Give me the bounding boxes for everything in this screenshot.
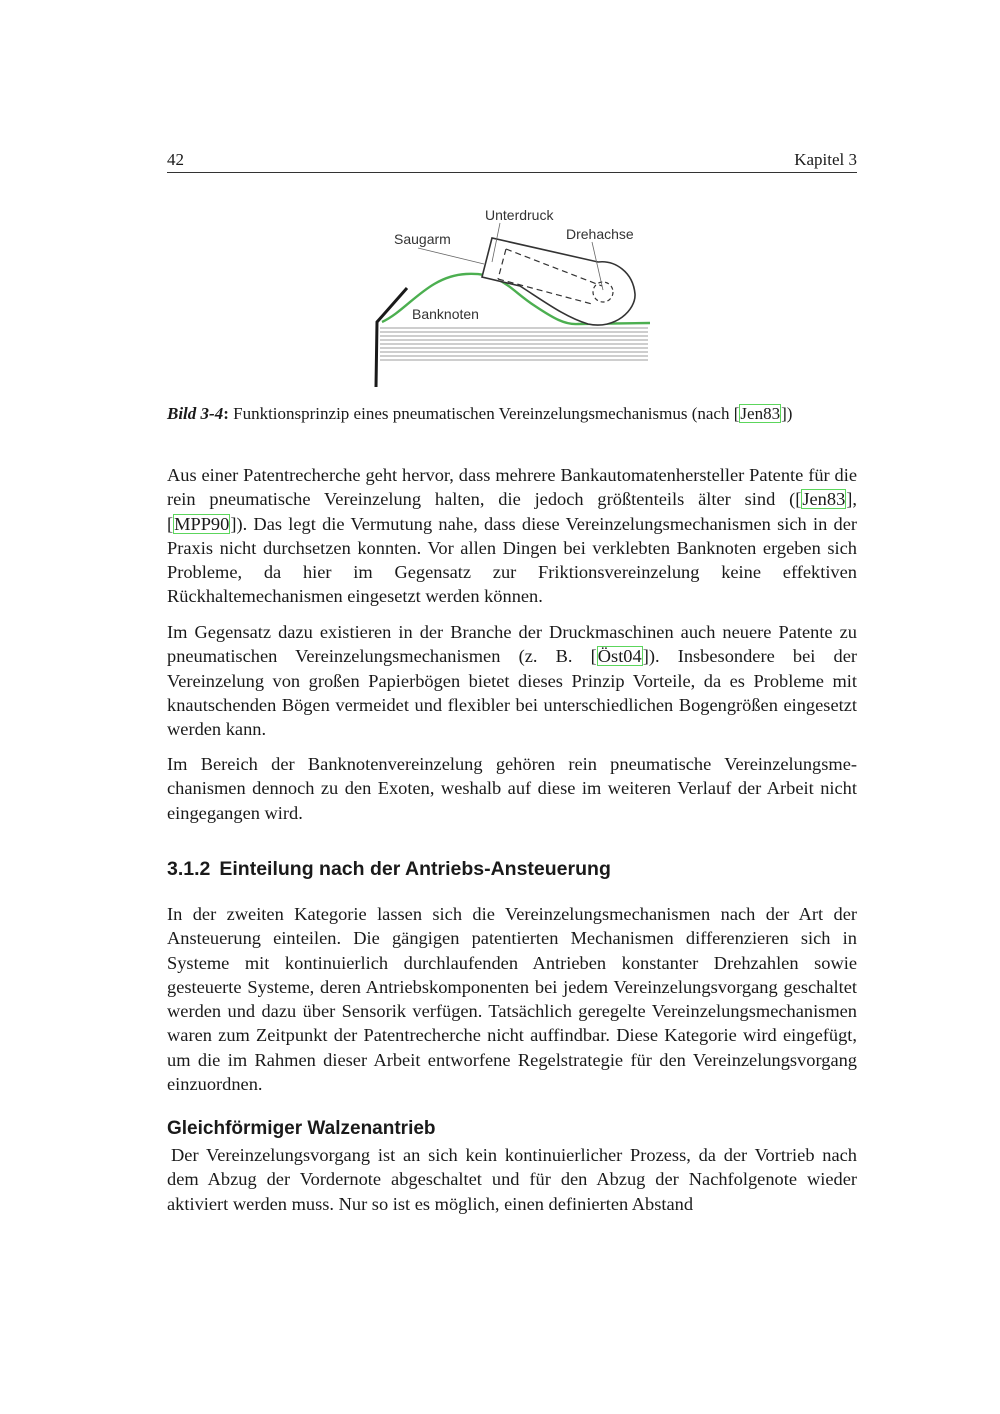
citation-link[interactable]: MPP90 (174, 513, 230, 534)
banknote-stack (380, 328, 648, 360)
paragraph-text: Aus einer Patentrecherche geht hervor, dass mehrere Bankautomatenhersteller Patente für die rein pneumatische Vereinzelung halten, die jedoch größtenteils älter sind ( (167, 465, 857, 510)
figure-pneumatic-mechanism (360, 200, 660, 392)
citation-link[interactable]: Jen83 (802, 489, 846, 510)
caption-text: Funktionsprinzip eines pneumatischen Vereinzelungsmechanismus (nach (228, 404, 734, 423)
subsection-heading: Gleichförmiger Walzenantrieb (167, 1118, 436, 1139)
paragraph-2: Im Gegensatz dazu existieren in der Branche der Druckmaschinen auch neuere Patente zu pneumatischen Vereinzelungsmechanismen (z. B. [Öst04]). Insbesondere bei der Vereinzelung von großen Papierbögen bietet dieses Prinzip Vorteile, da es Probleme mit knautschenden Bögen vermeidet und flexibler bei unterschiedlichen Bogengrößen eingesetzt werden kann. (167, 622, 857, 740)
caption-label: Bild 3-4 (167, 404, 224, 423)
stop-wall (376, 288, 407, 387)
page-header (167, 150, 857, 173)
paragraph-text: In der zweiten Kategorie lassen sich die Vereinzelungsmechanismen nach der Art der Ansteuerung einteilen. Die gängigen patentierten Mechanismen differenzieren sich in Systeme mit kontinuierlich durchlaufenden Antrieben konstanter Drehzahlen sowie gesteuerte Systeme, deren Antriebskomponenten bei jedem Vereinzelungsvorgang geschaltet werden und dazu über Sensorik verfügen. Tatsächlich geregelte Vereinzelungsmechanismen waren zum Zeitpunkt der Patentrecherche nicht auffindbar. Diese Kategorie wird eingefügt, um die im Rahmen dieser Arbeit entworfene Regelstrategie für den Vereinzelungsvorgang einzuordnen. (167, 904, 857, 1095)
section-heading (167, 858, 611, 881)
paragraph-5 (167, 1143, 857, 1216)
paragraph-3 (167, 752, 857, 825)
caption-sep: : (223, 404, 229, 423)
page-number: 42 (167, 150, 184, 169)
label-drehachse: Drehachse (566, 226, 634, 242)
section-number: 3.1.2 (167, 858, 211, 880)
caption-close: ) (786, 404, 793, 423)
label-banknoten: Banknoten (412, 306, 479, 322)
chapter-label: Kapitel 3 (794, 150, 857, 169)
figure-diagram (360, 200, 660, 392)
paragraph-text: Im Gegensatz dazu existieren in der Branche der Druckmaschinen auch neuere Patente zu pneumatischen Vereinzelungsmechanismen (z. B. (167, 622, 857, 667)
label-unterdruck: Unterdruck (485, 207, 554, 223)
section-title: Einteilung nach der Antriebs-Ansteuerung (219, 858, 611, 880)
paragraph-text: Der Vereinzelungsvorgang ist an sich kein kontinuierlicher Prozess, da der Vortrieb nach dem Abzug der Vordernote abgeschaltet und für den Abzug der Nachfolgenote wieder aktiviert werden muss. Nur so ist es möglich, einen definierten Abstand (167, 1145, 857, 1214)
citation-link[interactable]: Jen83 (740, 404, 781, 423)
paragraph-text: ). Insbesondere bei der Vereinzelung von großen Papierbögen bietet dieses Prinzip Vorteile, da es Probleme mit knautschenden Bögen vermeidet und flexibler bei unterschiedlichen Bogengrößen eingesetzt werden kann. (167, 646, 857, 740)
citation-link[interactable]: Öst04 (597, 646, 642, 667)
paragraph-1: Aus einer Patentrecherche geht hervor, dass mehrere Bankautomatenhersteller Patente für die rein pneumatische Vereinzelung halten, die jedoch größtenteils älter sind ([Jen83], [MPP90]). Das legt die Vermutung nahe, dass diese Vereinzelungsmechanismen sich in der Praxis nicht durchsetzen konnten. Vor allen Dingen bei verklebten Banknoten ergeben sich Probleme, da hier im Gegensatz zur Friktionsvereinzelung keine effektiven Rückhaltemechanismen eingesetzt werden können. (167, 465, 857, 607)
paragraph-4 (167, 902, 857, 1096)
paragraph-text: , (852, 489, 857, 510)
label-saugarm: Saugarm (394, 231, 451, 247)
paragraph-text: ). Das legt die Vermutung nahe, dass diese Vereinzelungsmechanismen sich in der Praxis nicht durchsetzen konnten. Vor allen Dingen bei verklebten Banknoten ergeben sich Probleme, da hier im Gegensatz zur Friktionsvereinzelung keine effektiven Rückhaltemechanismen eingesetzt werden können. (167, 513, 857, 607)
paragraph-text: Im Bereich der Banknotenvereinzelung gehören rein pneumatische Vereinzelungsmechanismen dennoch zu den Exoten, weshalb auf diese im weiteren Verlauf der Arbeit nicht eingegangen wird. (167, 754, 857, 823)
figure-caption: Bild 3-4: Funktionsprinzip eines pneumatischen Vereinzelungsmechanismus (nach [Jen83]) (167, 404, 793, 423)
